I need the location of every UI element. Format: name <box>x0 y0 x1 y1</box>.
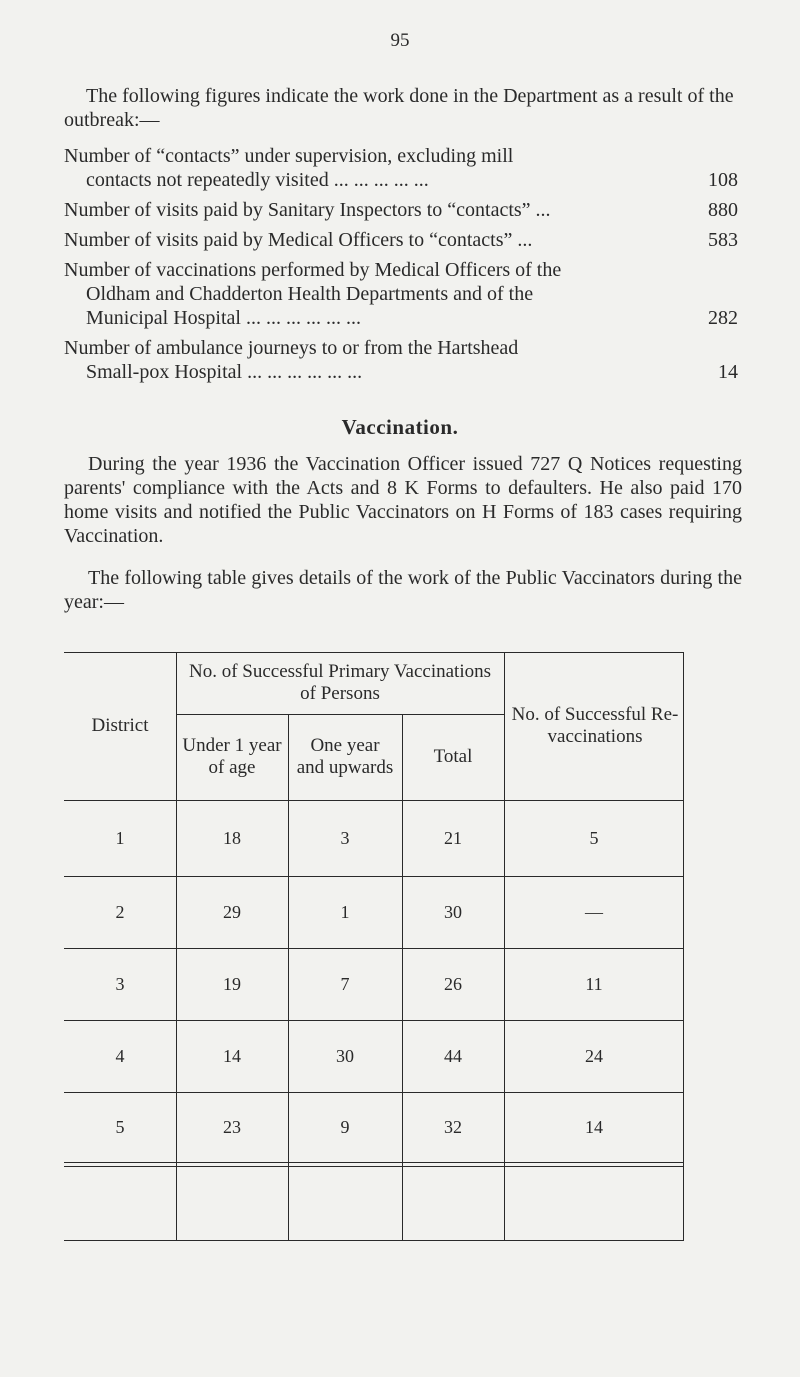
stat-item-vaccinations <box>64 258 744 330</box>
stat-text: Number of visits paid by Medical Officers to “contacts” ... <box>64 229 533 251</box>
cell-under1: 18 <box>223 828 241 848</box>
stat-text: Oldham and Chadderton Health Departments and of the <box>86 283 534 305</box>
cell-under1: 29 <box>223 902 241 922</box>
cell-revacc: 5 <box>589 828 599 848</box>
header-primary-vaccinations: No. of Successful Primary Vaccinations of Persons <box>188 661 491 704</box>
cell-total: 26 <box>444 974 462 994</box>
header-revaccinations: No. of Successful Re-vaccinations <box>511 704 679 747</box>
cell-total: 44 <box>444 1046 462 1066</box>
cell-oneyear: 1 <box>340 902 350 922</box>
stat-item-medical-visits <box>64 228 744 252</box>
cell-total: 32 <box>444 1117 462 1137</box>
stat-text: Number of “contacts” under supervision, excluding mill <box>64 145 514 167</box>
outbreak-stats-list <box>64 144 744 390</box>
cell-oneyear: 30 <box>336 1046 354 1066</box>
stat-text: Small-pox Hospital ... ... ... ... ... ... <box>86 361 363 383</box>
cell-district: 2 <box>115 902 125 922</box>
stat-text: contacts not repeatedly visited ... ... ... ... ... <box>86 169 429 191</box>
stat-text: Number of vaccinations performed by Medical Officers of the <box>64 259 562 281</box>
cell-under1: 19 <box>223 974 241 994</box>
header-under-1-year: Under 1 year of age <box>182 735 282 778</box>
cell-oneyear: 3 <box>340 828 350 848</box>
stat-item-inspector-visits <box>64 198 744 222</box>
stat-text: Number of visits paid by Sanitary Inspectors to “contacts” ... <box>64 199 551 221</box>
cell-under1: 14 <box>223 1046 241 1066</box>
stat-value: 583 <box>708 229 738 251</box>
cell-revacc: 11 <box>585 974 603 994</box>
cell-district: 1 <box>115 828 125 848</box>
cell-district: 4 <box>115 1046 125 1066</box>
cell-revacc: 14 <box>585 1117 603 1137</box>
intro-paragraph: The following figures indicate the work done in the Department as a result of the outbreak:— <box>64 85 734 131</box>
vaccination-paragraph: During the year 1936 the Vaccination Officer issued 727 Q Notices requesting parents' compliance with the Acts and 8 K Forms to defaulters. He also paid 170 home visits and notified the Public Vaccinators on H Forms of 183 cases requiring Vaccination. <box>64 453 742 547</box>
stat-item-ambulance <box>64 336 744 384</box>
stat-text: Number of ambulance journeys to or from the Hartshead <box>64 337 519 359</box>
cell-revacc: — <box>585 902 603 922</box>
cell-under1: 23 <box>223 1117 241 1137</box>
cell-total: 30 <box>444 902 462 922</box>
table-rule <box>64 1166 684 1167</box>
vaccination-table <box>64 652 684 1182</box>
section-heading: Vaccination. <box>341 415 459 439</box>
cell-district: 5 <box>115 1117 125 1137</box>
stat-value: 108 <box>708 169 738 191</box>
table-rule <box>64 1240 684 1241</box>
header-one-year-upwards: One year and upwards <box>296 735 394 778</box>
cell-revacc: 24 <box>585 1046 603 1066</box>
cell-district: 3 <box>115 974 125 994</box>
cell-oneyear: 9 <box>340 1117 350 1137</box>
page-number: 95 <box>390 30 410 51</box>
header-district: District <box>91 715 149 736</box>
cell-total: 21 <box>444 828 462 848</box>
stat-value: 282 <box>708 307 738 329</box>
stat-item-contacts <box>64 144 744 192</box>
cell-oneyear: 7 <box>340 974 350 994</box>
stat-text: Municipal Hospital ... ... ... ... ... ... <box>86 307 361 329</box>
table-rule <box>64 1162 684 1163</box>
stat-value: 14 <box>718 361 738 383</box>
header-total: Total <box>433 746 473 767</box>
stat-value: 880 <box>708 199 738 221</box>
table-intro-paragraph: The following table gives details of the work of the Public Vaccinators during the year:— <box>64 567 742 613</box>
